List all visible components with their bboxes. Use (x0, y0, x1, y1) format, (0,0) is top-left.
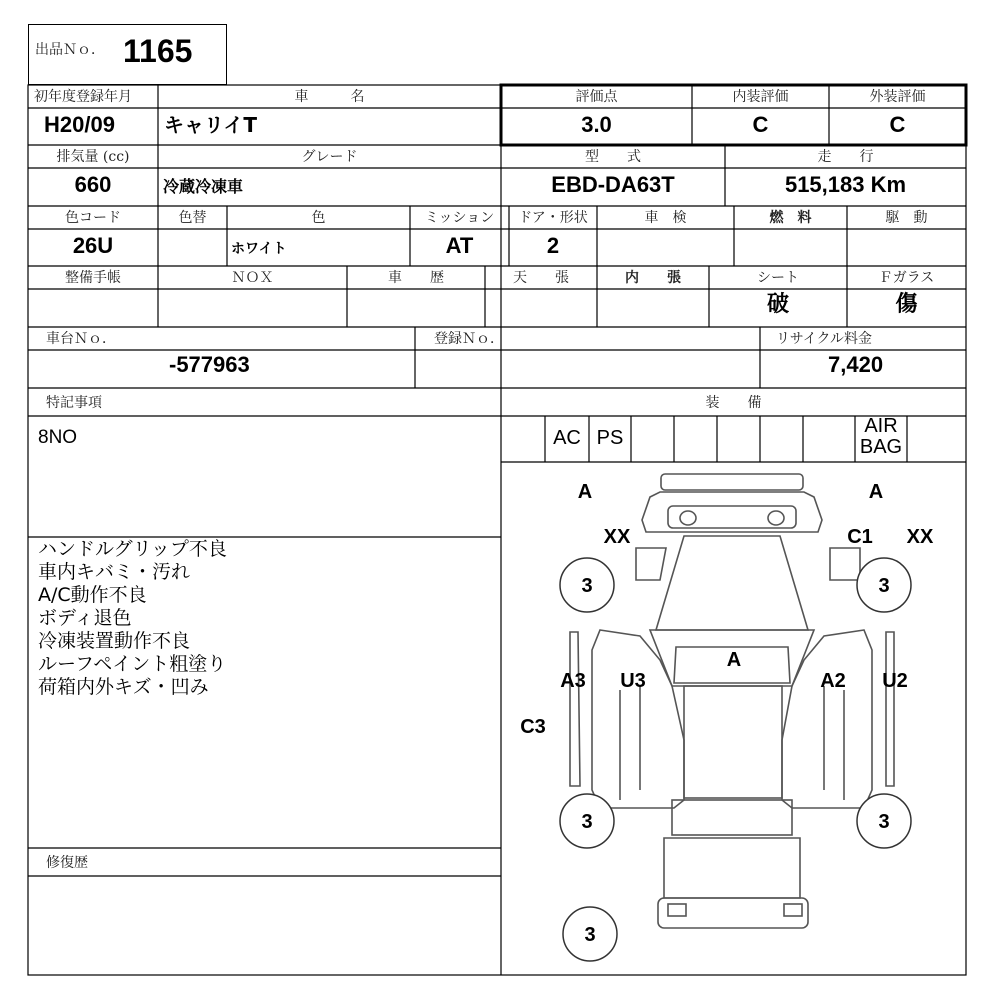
model-code-label: 型 式 (585, 149, 641, 165)
damage-mark: A (577, 481, 593, 503)
equipment-ps: PS (596, 427, 624, 449)
damage-mark: C3 (520, 716, 546, 738)
score-label: 評価点 (575, 89, 618, 105)
color-label: 色 (311, 210, 326, 226)
vehicle-history-label: 車 歴 (388, 270, 444, 286)
mileage-value: 515,183 Km (784, 172, 907, 197)
tire-grade: 3 (584, 924, 596, 946)
equipment-label: 装 備 (705, 395, 762, 411)
inspection-label: 車 検 (644, 210, 687, 226)
exterior-grade-value: C (889, 112, 906, 137)
service-record-label: 整備手帳 (65, 270, 121, 286)
displacement-label: 排気量 (cc) (56, 149, 130, 165)
seat-value: 破 (766, 292, 789, 317)
damage-mark: A (726, 649, 742, 671)
tire-grade: 3 (878, 811, 890, 833)
repair-history-label: 修復歴 (46, 855, 88, 871)
damage-mark: C1 (847, 526, 873, 548)
car-name-label: 車 名 (294, 89, 365, 105)
notes-top-text: 8NO (38, 427, 78, 448)
recycle-fee-value: 7,420 (828, 352, 884, 377)
notes-label: 特記事項 (46, 395, 102, 411)
chassis-number-label: 車台Ｎｏ． (46, 331, 116, 347)
notes-line: ハンドルグリップ不良 (38, 538, 227, 560)
repaint-label: 色替 (178, 210, 207, 226)
transmission-value: AT (445, 233, 474, 258)
registration-number-label: 登録Ｎｏ． (434, 331, 504, 347)
damage-mark: U2 (882, 670, 908, 692)
displacement-value: 660 (74, 172, 112, 197)
recycle-fee-label: リサイクル料金 (776, 331, 873, 347)
door-shape-value: 2 (546, 233, 560, 258)
chassis-number-value: -577963 (169, 352, 250, 377)
notes-line: 冷凍装置動作不良 (38, 630, 191, 652)
front-glass-label: Ｆガラス (878, 270, 935, 286)
damage-mark: A3 (560, 670, 586, 692)
score-value: 3.0 (581, 112, 612, 137)
damage-mark: XX (906, 526, 934, 548)
grade-value: 冷蔵冷凍車 (163, 177, 244, 196)
notes-line: 車内キバミ・汚れ (38, 561, 191, 583)
tire-grade: 3 (581, 575, 593, 597)
headliner-label: 天 張 (513, 270, 569, 286)
car-name-value: キャリイT (164, 113, 258, 137)
seat-label: シート (757, 270, 799, 286)
lot-number: 1165 (123, 33, 193, 69)
grade-label: グレード (301, 149, 358, 165)
notes-line: ルーフペイント粗塗り (38, 653, 227, 675)
interior-grade-label: 内装評価 (732, 89, 789, 105)
damage-mark: A (868, 481, 884, 503)
notes-line: 荷箱内外キズ・凹み (38, 676, 209, 698)
tire-grade: 3 (581, 811, 593, 833)
transmission-label: ミッション (424, 210, 495, 226)
exterior-grade-label: 外装評価 (869, 89, 926, 105)
lot-label: 出品Ｎｏ． (35, 42, 105, 58)
door-shape-label: ドア・形状 (518, 210, 588, 226)
equipment-airbag: AIR BAG (859, 415, 903, 458)
first-registration-label: 初年度登録年月 (34, 89, 132, 105)
tire-grade: 3 (878, 575, 890, 597)
fuel-label: 燃 料 (769, 210, 812, 226)
equipment-ac: AC (553, 427, 581, 449)
nox-label: ＮＯＸ (231, 270, 274, 286)
damage-mark: XX (603, 526, 631, 548)
tire-group (560, 558, 911, 961)
damage-mark: U3 (620, 670, 646, 692)
color-code-label: 色コード (65, 210, 121, 226)
interior-grade-value: C (752, 112, 769, 137)
color-code-value: 26U (72, 233, 114, 258)
notes-line: ボディ退色 (38, 607, 132, 629)
drive-label: 駆 動 (885, 210, 928, 226)
mileage-label: 走 行 (817, 149, 874, 165)
front-glass-value: 傷 (895, 292, 918, 317)
damage-mark: A2 (820, 670, 846, 692)
model-code-value: EBD-DA63T (551, 172, 675, 197)
first-registration-value: H20/09 (44, 112, 115, 137)
notes-line: A/C動作不良 (38, 584, 147, 606)
color-value: ホワイト (231, 241, 287, 257)
inner-trim-label: 内 張 (625, 270, 681, 286)
